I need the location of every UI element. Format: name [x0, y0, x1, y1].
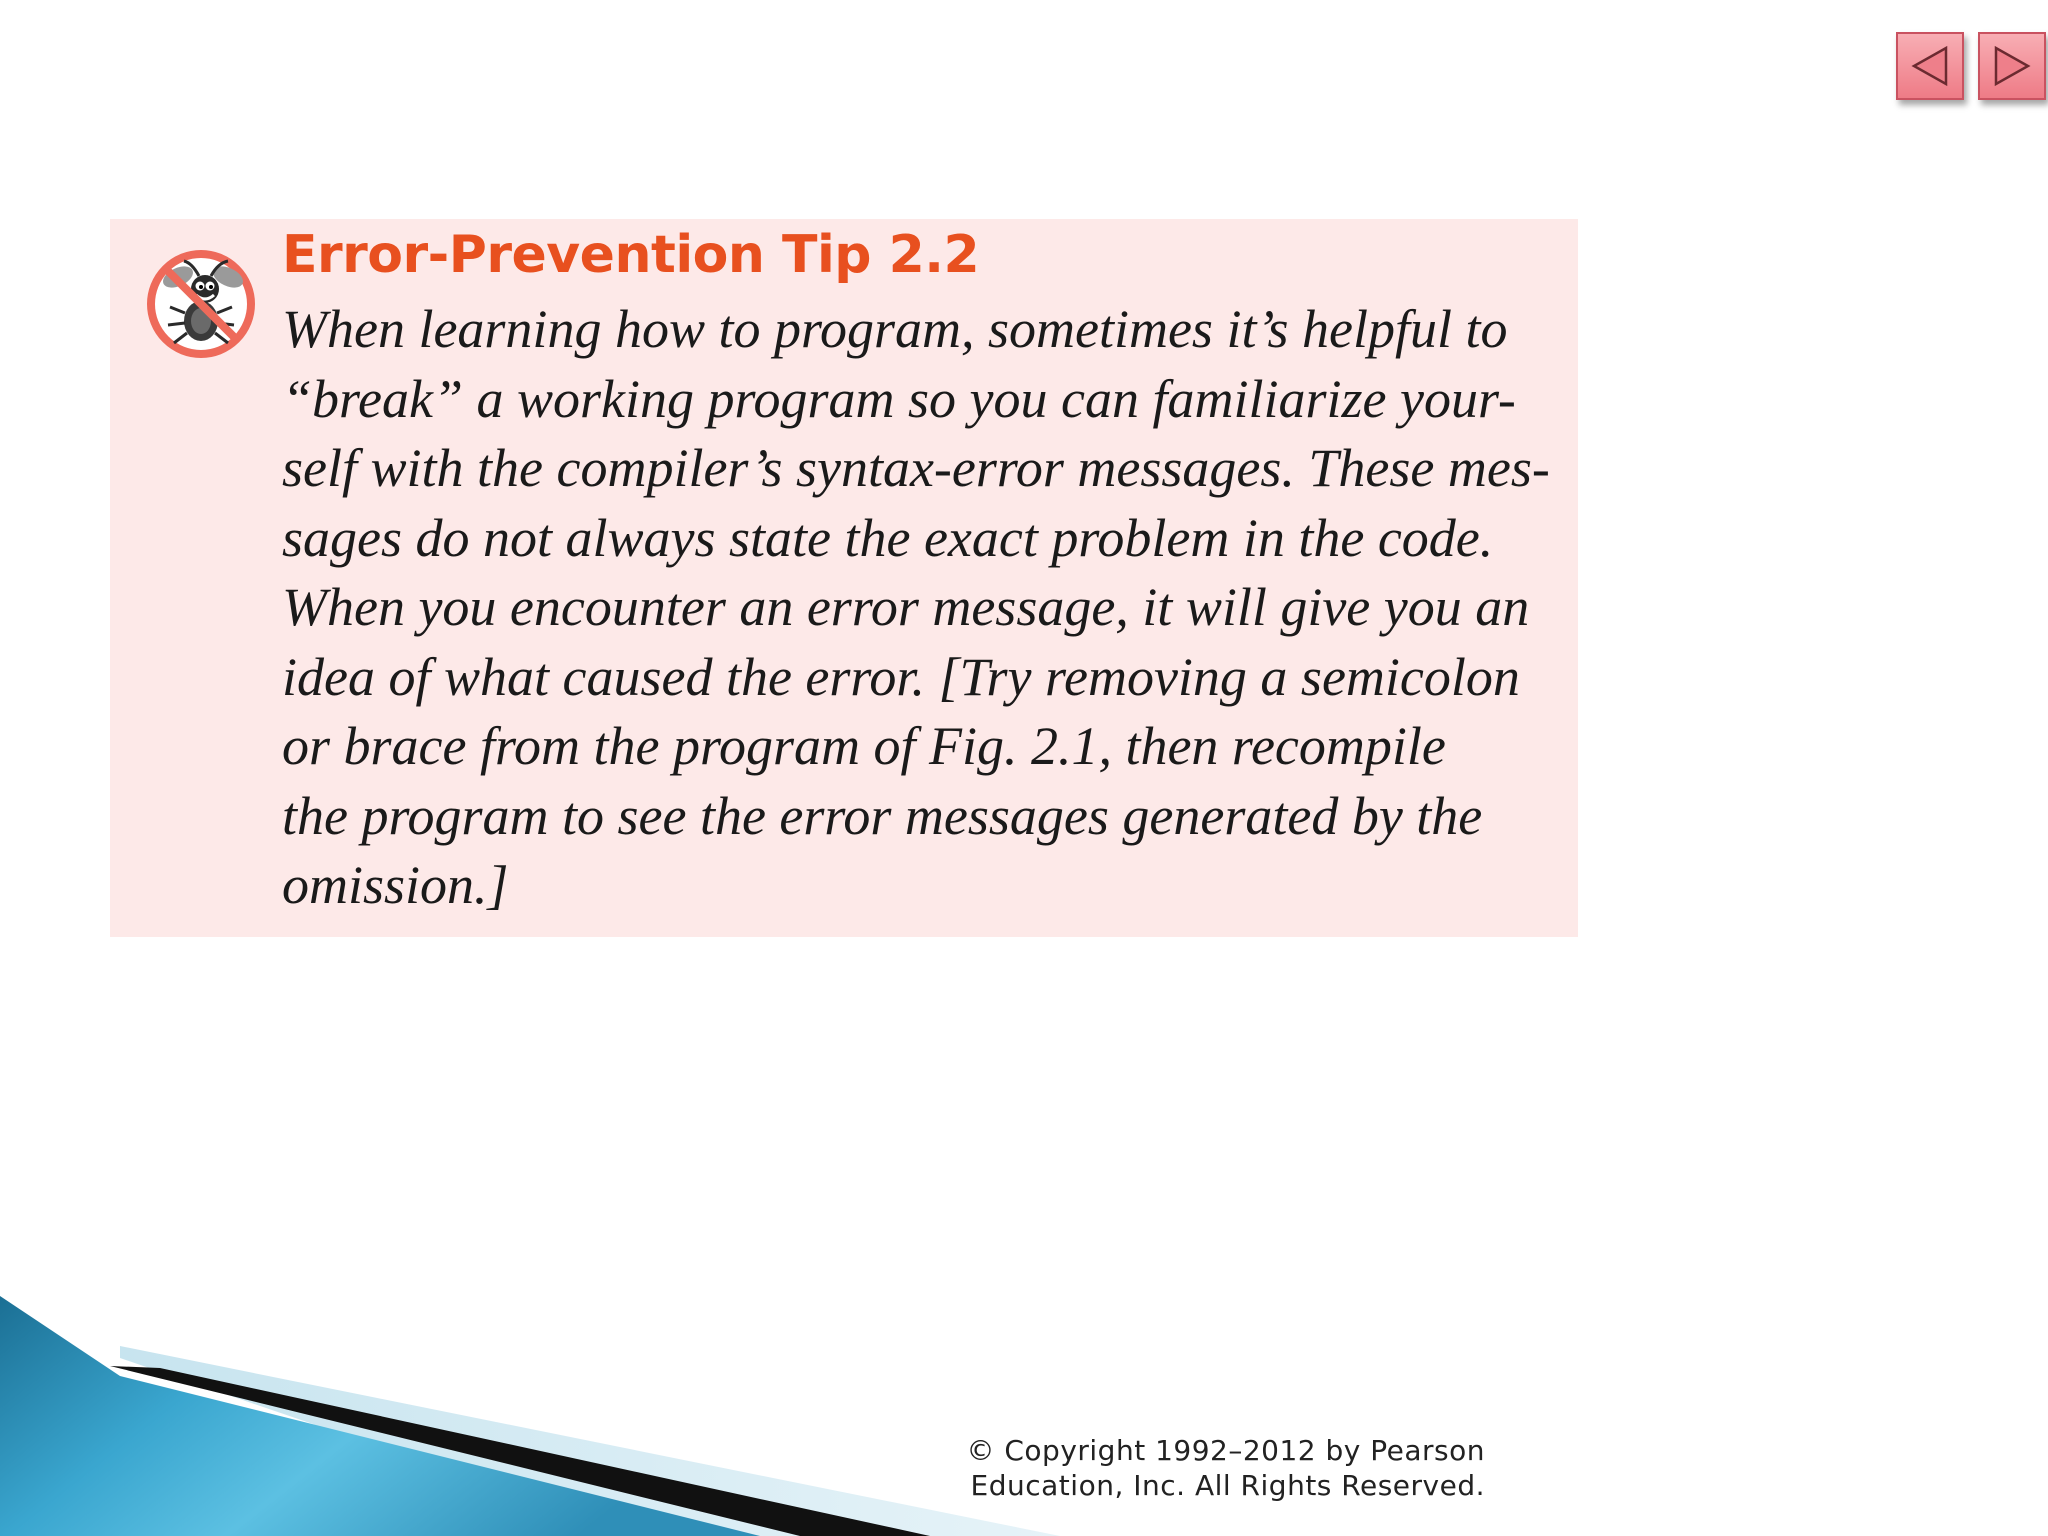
- tip-title: Error-Prevention Tip 2.2: [282, 225, 980, 285]
- decorative-swoosh: [0, 1296, 1060, 1536]
- tip-line: self with the compiler’s syntax-error messages. These mes-: [282, 438, 1550, 498]
- slide-navigation: [1896, 32, 2046, 100]
- tip-line: “break” a working program so you can familiarize your-: [282, 368, 1516, 429]
- tip-line: idea of what caused the error. [Try removing a semicolon: [282, 646, 1520, 707]
- tip-line: the program to see the error messages generated by the: [282, 785, 1483, 846]
- triangle-right-icon: [1990, 44, 2034, 88]
- debugging-bug-icon: [144, 247, 258, 361]
- tip-line: When learning how to program, sometimes it’s helpful to: [282, 299, 1508, 359]
- error-prevention-tip-box: [110, 219, 1578, 937]
- next-slide-button[interactable]: [1978, 32, 2046, 100]
- tip-line: or brace from the program of Fig. 2.1, then recompile: [282, 716, 1446, 776]
- previous-slide-button[interactable]: [1896, 32, 1964, 100]
- copyright-notice: [940, 1433, 1485, 1503]
- tip-line: omission.]: [282, 855, 509, 915]
- tip-line: When you encounter an error message, it will give you an: [282, 577, 1530, 637]
- triangle-left-icon: [1908, 44, 1952, 88]
- copyright-line-2: Education, Inc. All Rights Reserved.: [970, 1469, 1485, 1502]
- tip-line: sages do not always state the exact problem in the code.: [282, 507, 1494, 568]
- tip-body-text: [282, 295, 1550, 921]
- copyright-line-1: © Copyright 1992–2012 by Pearson: [966, 1434, 1485, 1467]
